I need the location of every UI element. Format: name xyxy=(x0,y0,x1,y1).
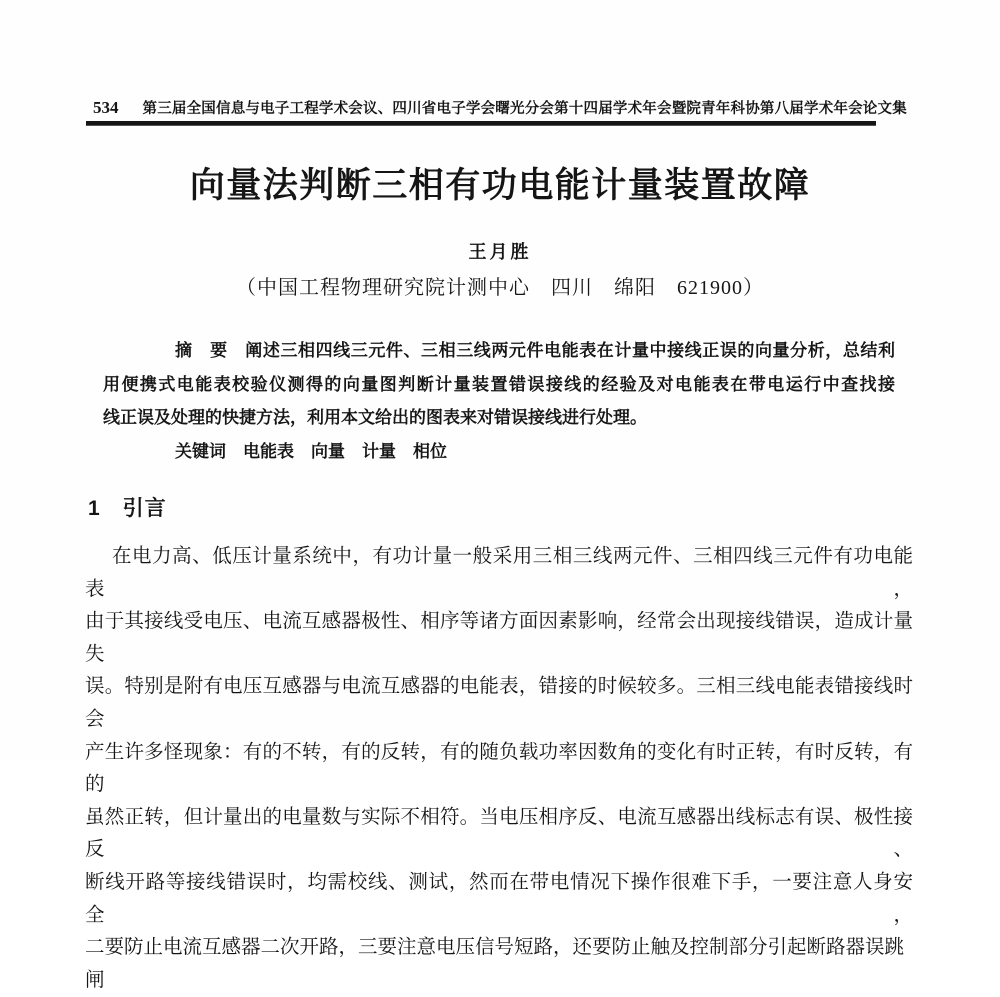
introduction-paragraph xyxy=(85,541,913,997)
page-number: 534 xyxy=(93,98,119,117)
abstract-block xyxy=(103,334,895,468)
body-line: 误。特别是附有电压互感器与电流互感器的电能表，错接的时候较多。三相三线电能表错接线时会 xyxy=(85,676,913,730)
abstract-line: 摘 要 阐述三相四线三元件、三相三线两元件电能表在计量中接线正误的向量分析，总结利 xyxy=(175,341,895,360)
running-header-row xyxy=(93,97,907,118)
body-line: 二要防止电流互感器二次开路，三要注意电压信号短路，还要防止触及控制部分引起断路器误跳闸 xyxy=(85,937,905,991)
body-line: 产生许多怪现象：有的不转，有的反转，有的随负载功率因数角的变化有时正转，有时反转，有的 xyxy=(85,741,913,796)
abstract-line: 用便携式电能表校验仪测得的向量图判断计量装置错误接线的经验及对电能表在带电运行中查找接 xyxy=(103,374,895,394)
body-line: 断线开路等接线错误时，均需校线、测试，然而在带电情况下操作很难下手，一要注意人身安全， xyxy=(85,871,913,926)
section-heading: 1 引言 xyxy=(88,497,167,520)
author-name: 王月胜 xyxy=(468,242,532,262)
body-line: 在电力高、低压计量系统中，有功计量一般采用三相三线两元件、三相四线三元件有功电能表， xyxy=(85,546,913,600)
header-rule xyxy=(86,121,876,126)
body-line: 由于其接线受电压、电流互感器极性、相序等诸方面因素影响，经常会出现接线错误，造成计量失 xyxy=(85,611,913,665)
keywords-line: 关键词 电能表 向量 计量 相位 xyxy=(175,441,447,461)
author-affiliation: （中国工程物理研究院计测中心 四川 绵阳 621900） xyxy=(236,277,764,299)
abstract-line: 线正误及处理的快捷方法，利用本文给出的图表来对错误接线进行处理。 xyxy=(103,408,647,427)
paper-title: 向量法判断三相有功电能计量装置故障 xyxy=(189,166,811,205)
body-line: 虽然正转，但计量出的电量数与实际不相符。当电压相序反、电流互感器出线标志有误、极性接反、 xyxy=(85,806,913,861)
running-header: 第三届全国信息与电子工程学术会议、四川省电子学会曙光分会第十四届学术年会暨院青年科协第八届学术年会论文集 xyxy=(142,101,907,117)
